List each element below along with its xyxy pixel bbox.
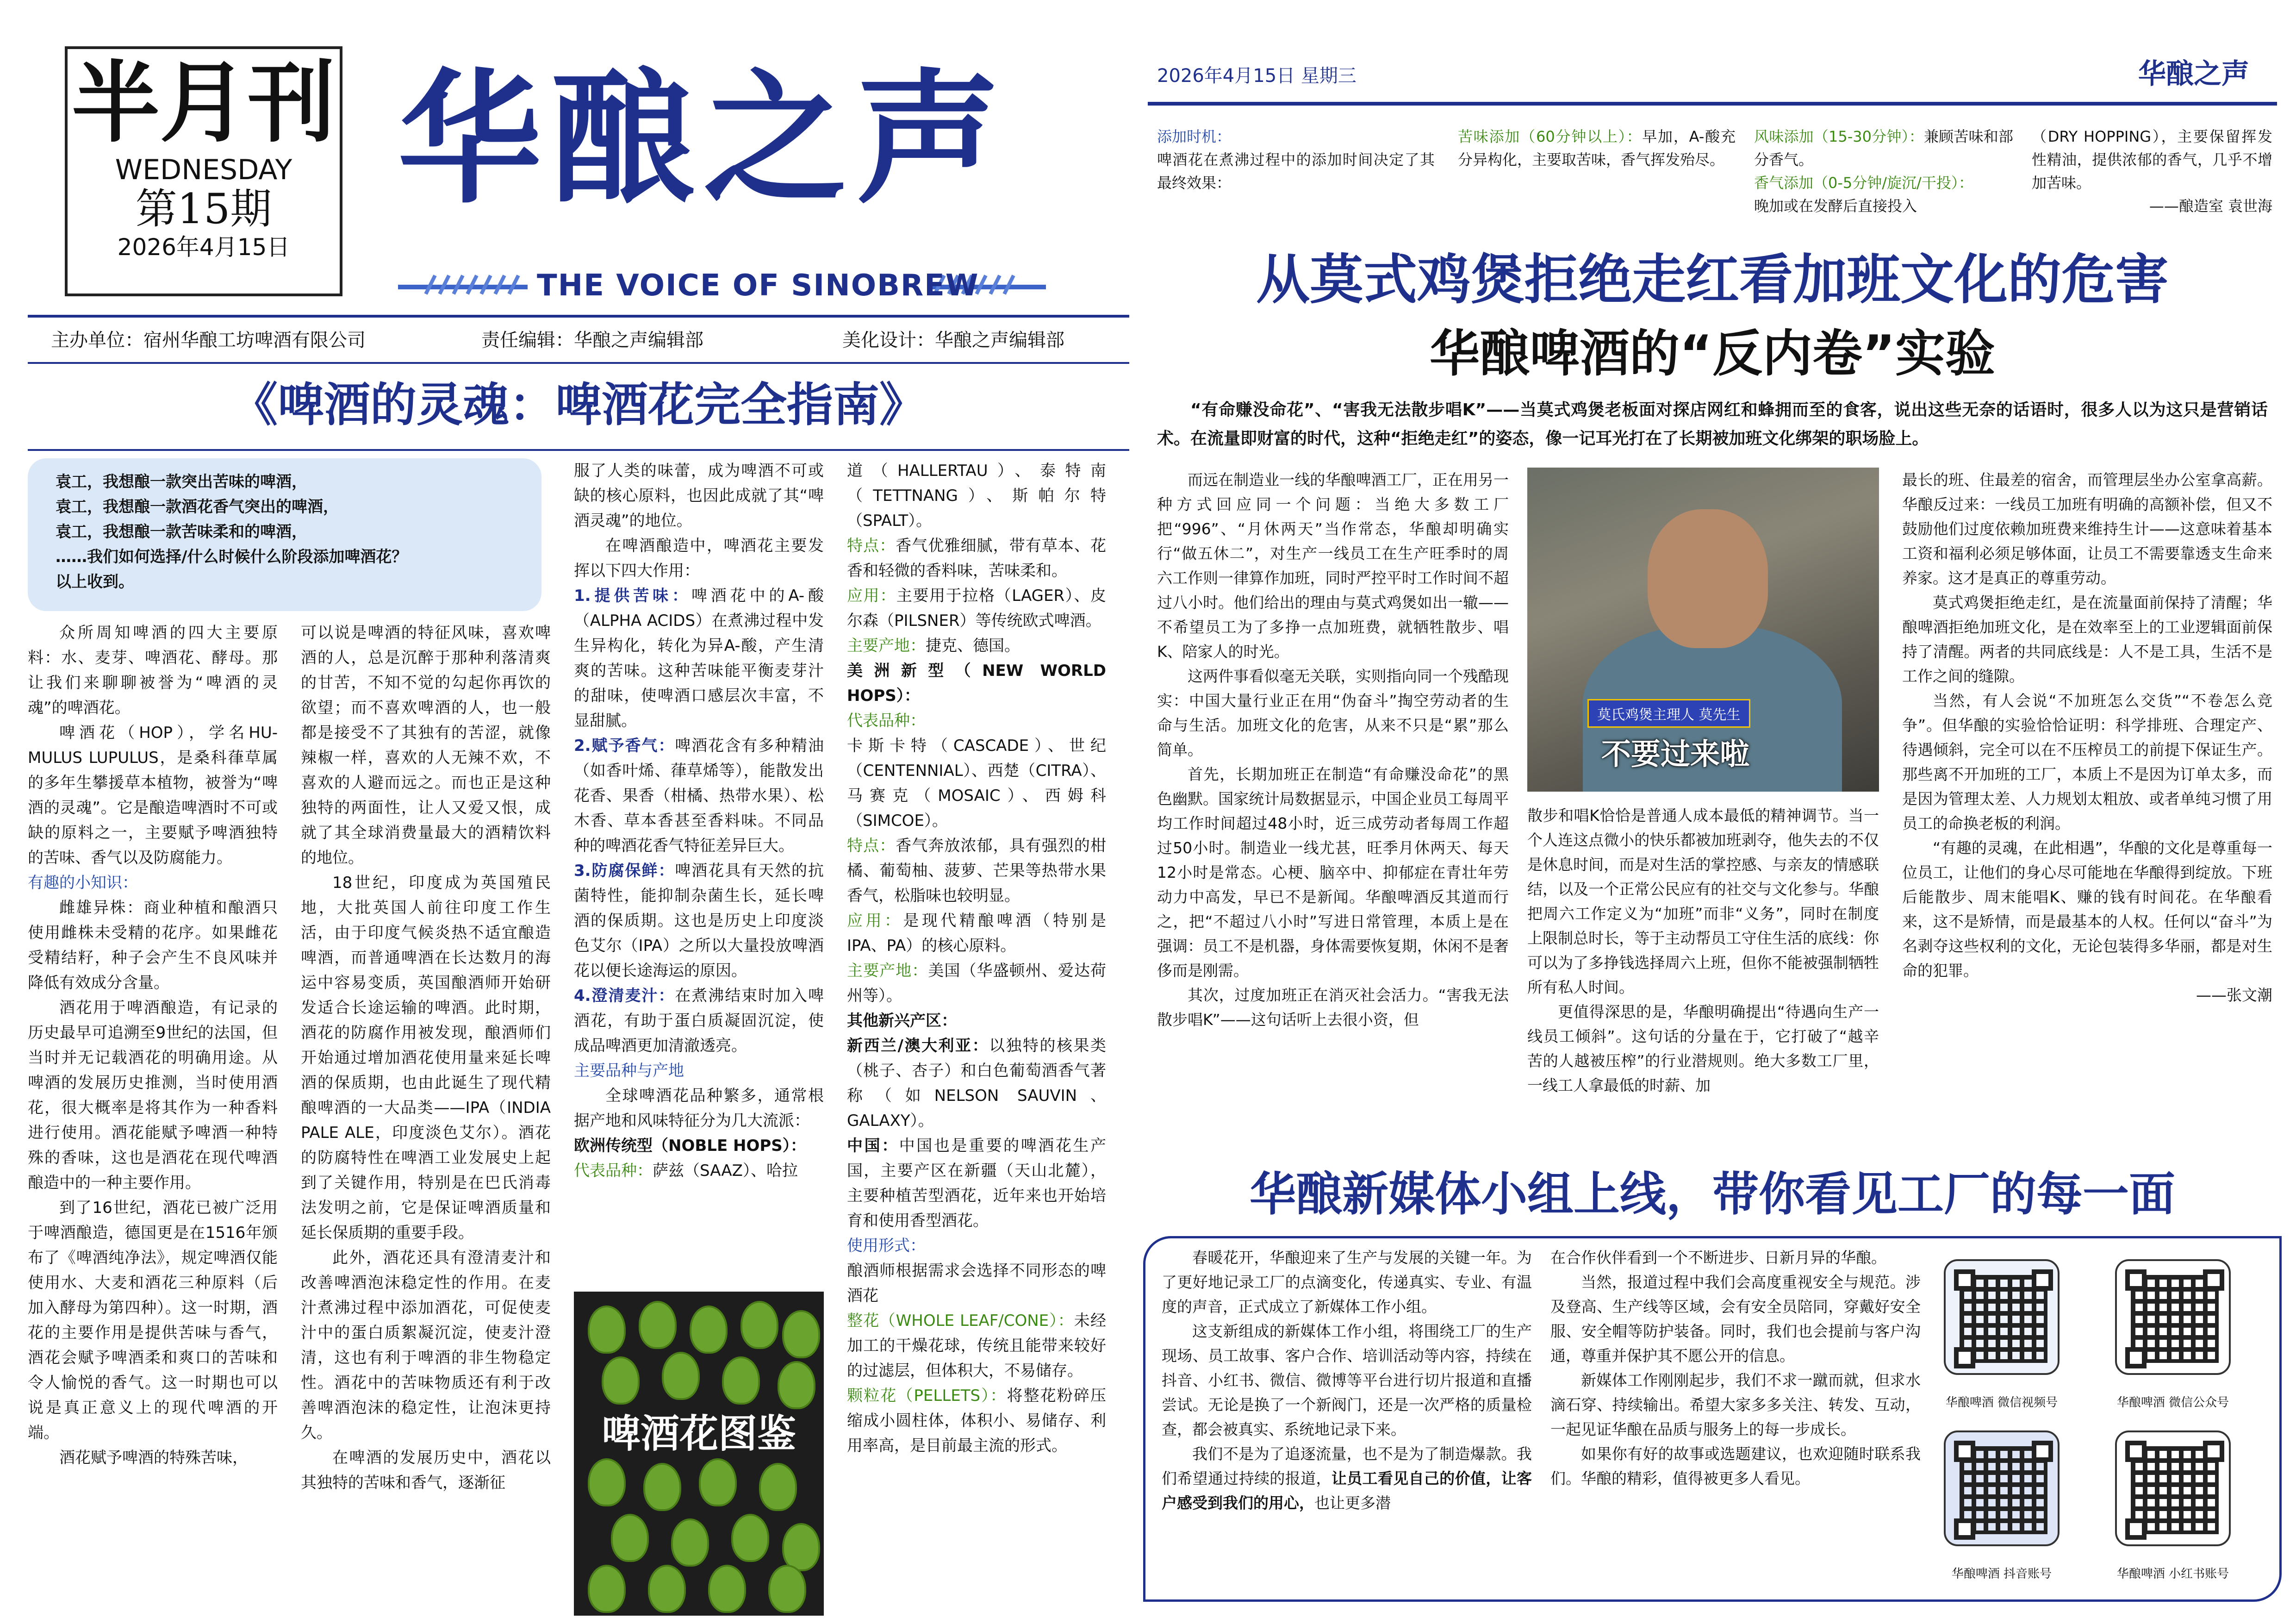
timing-signature: ——酿造室 袁世海 (2149, 197, 2272, 215)
paragraph: 莫式鸡煲拒绝走红，是在流量面前保持了清醒；华酿啤酒拒绝加班文化，是在效率至上的工业逻辑面前保持了清醒。两者的共同底线是：人不是工具，生活不是工作之间的缝隙。 (1902, 593, 2272, 685)
origin-label: 主要产地： (847, 637, 926, 655)
paragraph: 到了16世纪，酒花已被广泛用于啤酒酿造，德国更是在1516年颁布了《啤酒纯净法》，规定啤酒仅能使用水、大麦和酒花三种原料（后加入酵母为第四种）。这一时期，酒花的主要作用是提供苦味与香气，酒花会赋予啤酒柔和爽口的苦味和令人愉悦的香气。这一时期也可以说是真正意义上的现代啤酒的开端。 (28, 1199, 278, 1442)
usage-form-heading: 使用形式： (847, 1237, 926, 1255)
aroma-text: 晚加或在发酵后直接投入 (1754, 197, 1917, 215)
paragraph-emphasis: 让员工看见自己的价值，让客户感受到我们的用心， (1162, 1469, 1532, 1512)
form-label: 整花（WHOLE LEAF/CONE）： (847, 1312, 1074, 1330)
feature-label: 特点： (847, 537, 896, 555)
other-regions-heading: 其他新兴产区： (847, 1012, 957, 1030)
function-label: 1.提供苦味： (574, 587, 691, 605)
xiaohongshu-qr[interactable] (2115, 1430, 2231, 1546)
masthead-subtitle: THE VOICE OF SINOBREW (537, 269, 979, 303)
timing-column-4 (2032, 125, 2272, 218)
usage-text: 是现代精酿啤酒（特别是IPA、PA）的核心原料。 (847, 912, 1107, 955)
varieties-heading: 主要品种与产地 (574, 1062, 684, 1080)
function-text: 啤酒花中的A-酸（ALPHA ACIDS）在煮沸过程中发生异构化，转化为异A-酸，产生清爽的苦味。这种苦味能平衡麦芽汁的甜味，使啤酒口感层次丰富，不显甜腻。 (574, 587, 824, 730)
function-text: 啤酒花含有多种精油（如香叶烯、葎草烯等），能散发出花香、果香（柑橘、热带水果）、松木香、草本香甚至香料味。不同品种的啤酒花香气特征差异巨大。 (574, 737, 824, 855)
article-column-3 (1902, 468, 2272, 1007)
flavor-text: 兼顾苦味和部分香气。 (1754, 128, 2013, 169)
hops-column-2 (301, 620, 551, 1495)
page-date: 2026年4月15日 星期三 (1157, 65, 1356, 87)
dry-hop-text: （DRY HOPPING），主要保留挥发性精油，提供浓郁的香气，几乎不增加苦味。 (2032, 128, 2272, 192)
form-text: 未经加工的干燥花球，传统且能带来较好的过滤层，但体积大，不易储存。 (847, 1312, 1107, 1380)
paragraph-text: 也让更多潜 (1314, 1494, 1391, 1512)
divider (28, 449, 1129, 451)
bitter-text: 早加，A-酸充分异构化，主要取苦味，香气挥发殆尽。 (1458, 128, 1736, 169)
paragraph: 散步和唱K恰恰是普通人成本最低的精神调节。当一个人连这点微小的快乐都被加班剥夺，他失去的不仅是休息时间，而是对生活的掌控感、与亲友的情感联结，以及一个正常公民应有的社交与文化参与。华酿把周六工作定义为“加班”而非“义务”，同时在制度上限制总时长，等于主动帮员工守住生活的底线：你可以为了多挣钱选择周六上班，但你不能被强制牺牲所有私人时间。 (1527, 806, 1879, 996)
paragraph: 全球啤酒花品种繁多，通常根据产地和风味特征分为几大流派： (574, 1087, 824, 1130)
paragraph: 春暖花开，华酿迎来了生产与发展的关键一年。为了更好地记录工厂的点滴变化，传递真实、专业、有温度的声音，正式成立了新媒体工作小组。 (1162, 1249, 1532, 1316)
hops-column-1 (28, 620, 278, 1470)
usage-label: 应用： (847, 912, 903, 930)
masthead-date: 2026年4月15日 (117, 234, 290, 261)
paragraph: 而远在制造业一线的华酿啤酒工厂，正在用另一种方式回应同一个问题：当绝大多数工厂把“996”、“月休两天”当作常态，华酿却明确实行“做五休二”，对生产一线员工在生产旺季时的周六工作则一律算作加班，同时严控平时工作时间不超过八小时。他们给出的理由与莫式鸡煲如出一辙——不希望员工为了多挣一点加班费，就牺牲散步、唱K、陪家人的时光。 (1157, 471, 1509, 661)
paragraph: 最长的班、住最差的宿舍，而管理层坐办公室拿高薪。华酿反过来：一线员工加班有明确的高额补偿，但又不鼓励他们过度依赖加班费来维持生计——这意味着基本工资和福利必须足够体面，让员工不需要靠透支生命来养家。这才是真正的尊重劳动。 (1902, 471, 2272, 587)
timing-label: 添加时机： (1157, 128, 1232, 145)
article-lead: “有命赚没命花”、“害我无法散步唱K”——当莫式鸡煲老板面对探店网红和蜂拥而至的食客，说出这些无奈的话语时，很多人以为这只是营销话术。在流量即财富的时代，这种“拒绝走红”的姿态，像一记耳光打在了长期被加班文化绑架的职场脸上。 (1157, 400, 2268, 448)
article-signature: ——张文潮 (2196, 986, 2272, 1004)
intro-line: 袁工，我想酿一款酒花香气突出的啤酒， (56, 498, 339, 516)
paragraph: 在啤酒酿造中，啤酒花主要发挥以下四大作用： (574, 537, 824, 580)
usage-text: 主要用于拉格（LAGER）、皮尔森（PILSNER）等传统欧式啤酒。 (847, 587, 1107, 630)
feature-label: 特点： (847, 837, 896, 855)
masthead-issue-number: 第15期 (135, 185, 272, 233)
paragraph: 新媒体工作刚刚起步，我们不求一蹴而就，但求水滴石穿、持续输出。希望大家多多关注、转发、互动，一起见证华酿在品质与服务上的每一步成长。 (1550, 1371, 1921, 1438)
europe-heading: 欧洲传统型（NOBLE HOPS）： (574, 1137, 806, 1155)
origin-text: 捷克、德国。 (926, 637, 1020, 655)
rep-text: 卡斯卡特（CASCADE）、世纪（CENTENNIAL）、西楚（CITRA）、马赛克（MOSAIC）、西姆科（SIMCOE）。 (847, 737, 1106, 830)
paragraph: 可以说是啤酒的特征风味，喜欢啤酒的人，总是沉醉于那种利落清爽的甘苦，不知不觉的勾起你再饮的欲望；而不喜欢啤酒的人，也一般都是接受不了其独有的苦涩，就像辣椒一样，喜欢的人无辣不欢，不喜欢的人避而远之。而也正是这种独特的两面性，让人又爱又恨，成就了其全球消费量最大的酒精饮料的地位。 (301, 624, 551, 867)
feature-text: 香气奔放浓郁，具有强烈的柑橘、葡萄柚、菠萝、芒果等热带水果香气，松脂味也较明显。 (847, 837, 1107, 905)
region-text: 中国也是重要的啤酒花生产国，主要产区在新疆（天山北麓），主要种植苦型酒花，近年来也开始培育和使用香型酒花。 (847, 1137, 1107, 1230)
function-text: 啤酒花具有天然的抗菌特性，能抑制杂菌生长，延长啤酒的保质期。这也是历史上印度淡色艾尔（IPA）之所以大量投放啤酒花以便长途海运的原因。 (574, 862, 824, 980)
paragraph: 这支新组成的新媒体工作小组，将围绕工厂的生产现场、员工故事、客户合作、培训活动等内容，持续在抖音、小红书、微信、微博等平台进行切片报道和直播尝试。无论是换了一个新阀门，还是一次严格的质量检查，都会被真实、系统地记录下来。 (1162, 1322, 1532, 1438)
timing-column-2 (1458, 125, 1736, 171)
paragraph: 啤酒花（HOP），学名HU-MULUS LUPULUS，是桑科葎草属的多年生攀援草本植物，被誉为“啤酒的灵魂”。它是酿造啤酒时不可或缺的原料之一，主要赋予啤酒独特的苦味、香气以及防腐能力。 (28, 724, 278, 867)
photo-caption-name: 莫氏鸡煲主理人 莫先生 (1587, 699, 1750, 728)
article-headline: 从莫式鸡煲拒绝走红看加班文化的危害 (1256, 249, 2169, 311)
function-label: 4.澄清麦汁： (574, 987, 675, 1005)
hops-guide-book-cover (574, 1292, 824, 1616)
bitter-label: 苦味添加（60分钟以上）： (1458, 128, 1643, 145)
paragraph: 这两件事看似毫无关联，实则指向同一个残酷现实：中国大量行业正在用“伪奋斗”掏空劳动者的生命与生活。加班文化的危害，从来不只是“累”那么简单。 (1157, 667, 1509, 759)
masthead-box (65, 46, 342, 296)
article-column-2 (1527, 803, 1879, 1098)
masthead-rule (28, 315, 1129, 318)
credit-design: 美化设计：华酿之声编辑部 (842, 330, 1064, 351)
usage-label: 应用： (847, 587, 896, 605)
region-label: 新西兰/澳大利亚： (847, 1037, 989, 1055)
paragraph: 18世纪，印度成为英国殖民地，大批英国人前往印度工作生活，由于印度气候炎热不适宜酿造啤酒，而普通啤酒在长达数月的海运中容易变质，英国酿酒师开始研发适合长途运输的啤酒。此时期，酒花的防腐作用被发现，酿酒师们开始通过增加酒花使用量来延长啤酒的保质期，也由此诞生了现代精酿啤酒的一大品类——IPA（INDIA PALE ALE，印度淡色艾尔）。酒花的防腐特性在啤酒工业发展史上起到了关键作用，特别是在巴氏消毒法发明之前，它是保证啤酒质量和延长保质期的重要手段。 (301, 874, 551, 1242)
origin-label: 主要产地： (847, 962, 928, 980)
intro-line: ……我们如何选择/什么时候什么阶段添加啤酒花？ (56, 548, 408, 566)
timing-text: 啤酒花在煮沸过程中的添加时间决定了其最终效果： (1157, 151, 1435, 192)
origin-text: 美国（华盛顿州、爱达荷州等）。 (847, 962, 1107, 1005)
form-text: 将整花粉碎压缩成小圆柱体，体积小、易储存、利用率高，是目前最主流的形式。 (847, 1387, 1107, 1455)
qr-label: 华酿啤酒 微信视频号 (1945, 1396, 2058, 1410)
page-logo: 华酿之声 (2138, 58, 2249, 90)
hops-column-3 (574, 458, 824, 1183)
region-label: 中国： (847, 1137, 899, 1155)
paragraph-text: 我们不是为了追逐流量，也不是为了制造爆款。我们希望通过持续的报道， (1162, 1445, 1532, 1487)
paragraph: 服了人类的味蕾，成为啤酒不可或缺的核心原料，也因此成就了其“啤酒灵魂”的地位。 (574, 462, 824, 530)
paragraph: 在啤酒的发展历史中，酒花以其独特的苦味和香气，逐渐征 (301, 1449, 551, 1492)
douyin-qr[interactable] (1944, 1430, 2060, 1546)
paragraph: 众所周知啤酒的四大主要原料：水、麦芽、啤酒花、酵母。那让我们来聊聊被誉为“啤酒的灵魂”的啤酒花。 (28, 624, 278, 717)
qr-label: 华酿啤酒 微信公众号 (2116, 1396, 2229, 1410)
credit-sponsor: 主办单位：宿州华酿工坊啤酒有限公司 (51, 330, 366, 351)
paragraph: 酿酒师根据需求会选择不同形态的啤酒花 (847, 1262, 1106, 1305)
paragraph: 首先，长期加班正在制造“有命赚没命花”的黑色幽默。国家统计局数据显示，中国企业员工每周平均工作时间超过48小时，近三成劳动者每周工作超过50小时。制造业一线尤甚，旺季月休两天、每天12小时是常态。心梗、脑卒中、抑郁症在青壮年劳动力中高发，早已不是新闻。华酿啤酒反其道而行之，把“不超过八小时”写进日常管理，本质上是在强调：员工不是机器，身体需要恢复期，休闲不是奢侈而是刚需。 (1157, 765, 1509, 980)
flavor-label: 风味添加（15-30分钟）： (1754, 128, 1924, 145)
media-column-2 (1550, 1245, 1921, 1491)
wechat-official-qr[interactable] (2115, 1259, 2231, 1375)
paragraph: 酒花用于啤酒酿造，有记录的历史最早可追溯至9世纪的法国，但当时并无记载酒花的明确用途。从啤酒的发展历史推测，当时使用酒花，很大概率是将其作为一种香料进行使用。酒花能赋予啤酒一种特殊的香味，这也是酒花在现代啤酒酿造中的一种主要作用。 (28, 999, 278, 1192)
article-headline: 《啤酒的灵魂：啤酒花完全指南》 (231, 378, 926, 432)
masthead-weekday: WEDNESDAY (115, 154, 292, 186)
paragraph: 其次，过度加班正在消灭社会活力。“害我无法散步唱K”——这句话听上去很小资，但 (1157, 986, 1509, 1029)
credit-editor: 责任编辑：华酿之声编辑部 (481, 330, 703, 351)
paragraph: 更值得深思的是，华酿明确提出“待遇向生产一线员工倾斜”。这句话的分量在于，它打破了“越辛苦的人越被压榨”的行业潜规则。绝大多数工厂里，一线工人拿最低的时薪、加 (1527, 1003, 1879, 1094)
region-text: 以独特的核果类（桃子、杏子）和白色葡萄酒香气著称（如NELSON SAUVIN、GALAXY）。 (847, 1037, 1106, 1130)
form-label: 颗粒花（PELLETS）： (847, 1387, 1007, 1405)
intro-line: 袁工，我想酿一款突出苦味的啤酒， (56, 473, 307, 491)
article-column-1 (1157, 468, 1509, 1032)
newworld-heading: 美洲新型（NEW WORLD HOPS）： (847, 662, 1106, 705)
paragraph: 在合作伙伴看到一个不断进步、日新月异的华酿。 (1550, 1249, 1886, 1267)
intro-line: 以上收到。 (56, 573, 134, 591)
publication-frequency: 半月刊 (71, 51, 336, 154)
knowledge-heading: 有趣的小知识： (28, 874, 138, 892)
qr-label: 华酿啤酒 抖音账号 (1951, 1567, 2052, 1581)
paragraph: 道（HALLERTAU）、泰特南（TETTNANG）、斯帕尔特（SPALT）。 (847, 462, 1106, 530)
function-text: 在煮沸结束时加入啤酒花，有助于蛋白质凝固沉淀，使成品啤酒更加清澈透亮。 (574, 987, 824, 1055)
rep-label: 代表品种： (847, 712, 926, 730)
aroma-label: 香气添加（0-5分钟/旋沉/干投）： (1754, 174, 1973, 192)
timing-column-3 (1754, 125, 2013, 218)
qr-label: 华酿啤酒 小红书账号 (2116, 1567, 2229, 1581)
photo-caption-quote: 不要过来啦 (1601, 737, 1749, 772)
paragraph: 如果你有好的故事或选题建议，也欢迎随时联系我们。华酿的精彩，值得被更多人看见。 (1550, 1445, 1921, 1487)
wechat-channels-qr[interactable] (1944, 1259, 2060, 1375)
book-title: 啤酒花图鉴 (601, 1411, 796, 1456)
paragraph: 此外，酒花还具有澄清麦汁和改善啤酒泡沫稳定性的作用。在麦汁煮沸过程中添加酒花，可促使麦汁中的蛋白质絮凝沉淀，使麦汁澄清，这也有利于啤酒的非生物稳定性。酒花中的苦味物质还有利于改善啤酒泡沫的稳定性，让泡沫更持久。 (301, 1249, 551, 1442)
intro-line: 袁工，我想酿一款苦味柔和的啤酒， (56, 523, 307, 541)
paragraph: 当然，报道过程中我们会高度重视安全与规范。涉及登高、生产线等区域，会有安全员陪同，穿戴好安全服、安全帽等防护装备。同时，我们也会提前与客户沟通，尊重并保护其不愿公开的信息。 (1550, 1273, 1921, 1365)
function-label: 3.防腐保鲜： (574, 862, 675, 880)
paragraph: 雌雄异株：商业种植和酿酒只使用雌株未受精的花序。如果雌花受精结籽，种子会产生不良风味并降低有效成分含量。 (28, 899, 278, 992)
function-label: 2.赋予香气： (574, 737, 675, 755)
paragraph: 酒花赋予啤酒的特殊苦味， (59, 1449, 248, 1467)
rep-label: 代表品种： (574, 1162, 653, 1180)
media-column-1 (1162, 1245, 1532, 1515)
intro-quote-box (28, 458, 541, 611)
media-headline: 华酿新媒体小组上线，带你看见工厂的每一面 (1250, 1167, 2175, 1221)
header-rule (1148, 102, 2277, 106)
paragraph: “有趣的灵魂，在此相遇”，华酿的文化是尊重每一位员工，让他们的身心尽可能地在华酿得到绽放。下班后能散步、周末能唱K、赚的钱有时间花。在华酿看来，这不是矫情，而是最基本的人权。任何以“奋斗”为名剥夺这些权利的文化，无论包装得多华丽，都是对生命的犯罪。 (1902, 839, 2272, 980)
feature-text: 香气优雅细腻，带有草本、花香和轻微的香料味，苦味柔和。 (847, 537, 1107, 580)
masthead-title: 华酿之声 (398, 55, 1009, 223)
paragraph: 当然，有人会说“不加班怎么交货”“不卷怎么竞争”。但华酿的实验恰恰证明：科学排班、合理定产、待遇倾斜，完全可以在不压榨员工的前提下保证生产。那些离不开加班的工厂，本质上不是因为订单太多，而是因为管理太差、人力规划太粗放、或者单纯习惯了用员工的命换老板的利润。 (1902, 692, 2272, 832)
news-photo (1527, 468, 1879, 792)
divider (28, 362, 1129, 364)
timing-column-1 (1157, 125, 1435, 194)
rep-text: 萨兹（SAAZ）、哈拉 (653, 1162, 798, 1180)
hops-column-4 (847, 458, 1106, 1458)
article-subheadline: 华酿啤酒的“反内卷”实验 (1430, 325, 1995, 383)
